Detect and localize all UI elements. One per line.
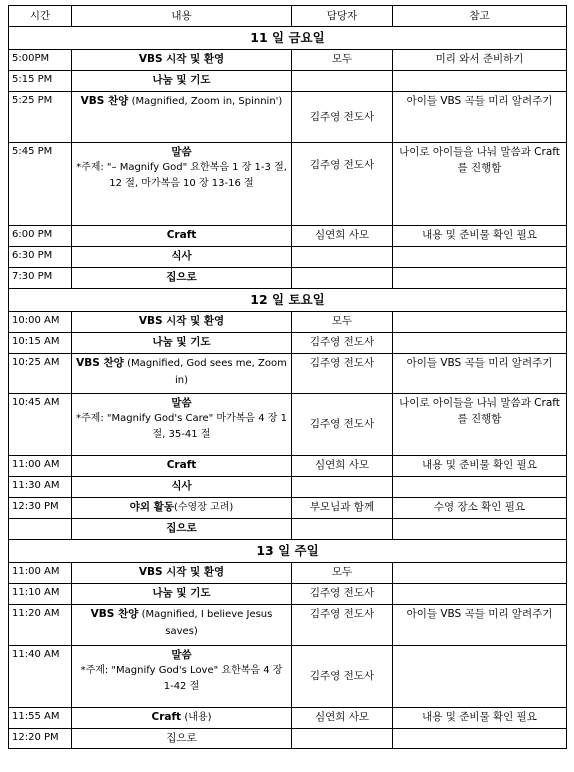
time-cell: 6:30 PM <box>9 247 72 268</box>
note-cell: 내용 및 준비물 확인 필요 <box>393 456 567 477</box>
person-cell: 김주영 전도사 <box>292 394 393 456</box>
activity-cell <box>72 394 292 456</box>
table-row <box>9 143 567 226</box>
note-cell: 아이들 VBS 곡들 미리 알려주기 <box>393 354 567 394</box>
activity-title: 말씀 <box>171 649 192 661</box>
table-row <box>9 247 567 268</box>
activity-cell: VBS 시작 및 환영 <box>72 50 292 71</box>
table-row <box>9 333 567 354</box>
table-row <box>9 498 567 519</box>
activity-cell: Craft <box>72 226 292 247</box>
time-cell: 11:30 AM <box>9 477 72 498</box>
time-cell: 12:20 PM <box>9 729 72 749</box>
person-cell: 모두 <box>292 563 393 584</box>
activity-cell <box>72 646 292 708</box>
note-cell: 나이로 아이들을 나눠 말씀과 Craft 를 진행함 <box>393 394 567 456</box>
note-cell <box>393 268 567 289</box>
time-cell: 10:45 AM <box>9 394 72 456</box>
activity-cell <box>72 498 292 519</box>
person-cell <box>292 519 393 540</box>
activity-cell: 나눔 및 기도 <box>72 71 292 92</box>
time-cell: 10:25 AM <box>9 354 72 394</box>
table-row <box>9 563 567 584</box>
activity-cell: 식사 <box>72 247 292 268</box>
day-header: 13 일 주일 <box>9 540 567 563</box>
day-header: 12 일 토요일 <box>9 289 567 312</box>
person-cell <box>292 268 393 289</box>
activity-title: VBS 찬양 <box>80 95 129 107</box>
activity-cell: 집으로 <box>72 729 292 749</box>
table-row <box>9 354 567 394</box>
note-cell <box>393 646 567 708</box>
note-cell <box>393 477 567 498</box>
time-cell: 5:25 PM <box>9 92 72 143</box>
time-cell: 11:20 AM <box>9 605 72 646</box>
person-cell: 심연희 사모 <box>292 708 393 729</box>
time-cell: 11:10 AM <box>9 584 72 605</box>
activity-cell: 나눔 및 기도 <box>72 333 292 354</box>
time-cell: 10:00 AM <box>9 312 72 333</box>
activity-detail: (Magnified, God sees me, Zoom in) <box>127 358 287 386</box>
header-person: 담당자 <box>292 6 393 27</box>
table-row <box>9 226 567 247</box>
table-row <box>9 92 567 143</box>
person-cell: 김주영 전도사 <box>292 333 393 354</box>
person-cell: 김주영 전도사 <box>292 92 393 143</box>
activity-cell: 집으로 <box>72 519 292 540</box>
activity-cell <box>72 354 292 394</box>
note-cell: 나이로 아이들을 나눠 말씀과 Craft 를 진행함 <box>393 143 567 226</box>
time-cell: 5:15 PM <box>9 71 72 92</box>
note-cell: 미리 와서 준비하기 <box>393 50 567 71</box>
table-row <box>9 456 567 477</box>
table-row <box>9 729 567 749</box>
table-row <box>9 584 567 605</box>
activity-title: 말씀 <box>171 146 192 158</box>
time-cell: 11:55 AM <box>9 708 72 729</box>
time-cell: 10:15 AM <box>9 333 72 354</box>
header-note: 참고 <box>393 6 567 27</box>
person-cell: 심연희 사모 <box>292 456 393 477</box>
person-cell: 모두 <box>292 312 393 333</box>
note-cell: 내용 및 준비물 확인 필요 <box>393 708 567 729</box>
time-cell: 11:00 AM <box>9 563 72 584</box>
activity-cell: Craft <box>72 456 292 477</box>
time-cell: 11:00 AM <box>9 456 72 477</box>
time-cell <box>9 519 72 540</box>
note-cell <box>393 584 567 605</box>
table-row <box>9 312 567 333</box>
activity-title: VBS 찬양 <box>76 357 124 369</box>
header-row <box>9 6 567 27</box>
table-row <box>9 646 567 708</box>
activity-title: Craft <box>151 711 182 723</box>
day-header: 11 일 금요일 <box>9 27 567 50</box>
person-cell: 김주영 전도사 <box>292 143 393 226</box>
person-cell: 김주영 전도사 <box>292 584 393 605</box>
note-cell <box>393 312 567 333</box>
table-row <box>9 605 567 646</box>
person-cell: 모두 <box>292 50 393 71</box>
table-row <box>9 477 567 498</box>
activity-cell: 집으로 <box>72 268 292 289</box>
activity-title: 야외 활동 <box>129 501 174 513</box>
activity-detail: (Magnified, I believe Jesus saves) <box>141 609 273 637</box>
note-cell <box>393 71 567 92</box>
activity-title: 말씀 <box>171 397 192 409</box>
person-cell: 심연희 사모 <box>292 226 393 247</box>
table-row <box>9 268 567 289</box>
note-cell <box>393 247 567 268</box>
activity-detail: *주제: "– Magnify God" 요한복음 1 장 1-3 절, 12 절, 마가복음 10 장 13-16 절 <box>76 162 287 189</box>
header-content: 내용 <box>72 6 292 27</box>
activity-detail: *주제: "Magnify God's Love" 요한복음 4 장 1-42 절 <box>80 665 283 692</box>
person-cell: 부모님과 함께 <box>292 498 393 519</box>
table-row <box>9 708 567 729</box>
note-cell: 아이들 VBS 곡들 미리 알려주기 <box>393 92 567 143</box>
note-cell: 내용 및 준비물 확인 필요 <box>393 226 567 247</box>
note-cell <box>393 333 567 354</box>
note-cell <box>393 729 567 749</box>
table-row <box>9 50 567 71</box>
person-cell: 김주영 전도사 <box>292 605 393 646</box>
person-cell <box>292 71 393 92</box>
time-cell: 5:45 PM <box>9 143 72 226</box>
person-cell <box>292 477 393 498</box>
activity-detail: (수영장 고려) <box>173 502 234 513</box>
header-time: 시간 <box>9 6 72 27</box>
activity-detail: (Magnified, Zoom in, Spinnin') <box>131 96 283 107</box>
activity-cell: VBS 시작 및 환영 <box>72 563 292 584</box>
activity-detail: (내용) <box>184 712 212 723</box>
activity-cell <box>72 92 292 143</box>
person-cell: 김주영 전도사 <box>292 646 393 708</box>
activity-cell <box>72 708 292 729</box>
time-cell: 11:40 AM <box>9 646 72 708</box>
activity-cell: VBS 시작 및 환영 <box>72 312 292 333</box>
activity-title: VBS 찬양 <box>90 608 139 620</box>
note-cell <box>393 563 567 584</box>
time-cell: 7:30 PM <box>9 268 72 289</box>
table-row <box>9 519 567 540</box>
person-cell <box>292 247 393 268</box>
note-cell <box>393 519 567 540</box>
person-cell <box>292 729 393 749</box>
activity-cell <box>72 143 292 226</box>
note-cell: 수영 장소 확인 필요 <box>393 498 567 519</box>
activity-cell: 나눔 및 기도 <box>72 584 292 605</box>
time-cell: 5:00PM <box>9 50 72 71</box>
schedule-table <box>8 5 567 749</box>
time-cell: 12:30 PM <box>9 498 72 519</box>
note-cell: 아이들 VBS 곡들 미리 알려주기 <box>393 605 567 646</box>
table-row <box>9 394 567 456</box>
activity-cell <box>72 605 292 646</box>
time-cell: 6:00 PM <box>9 226 72 247</box>
activity-detail: *주제: "Magnify God's Care" 마가복음 4 장 1 절, 35-41 절 <box>76 413 287 440</box>
activity-cell: 식사 <box>72 477 292 498</box>
person-cell: 김주영 전도사 <box>292 354 393 394</box>
table-row <box>9 71 567 92</box>
